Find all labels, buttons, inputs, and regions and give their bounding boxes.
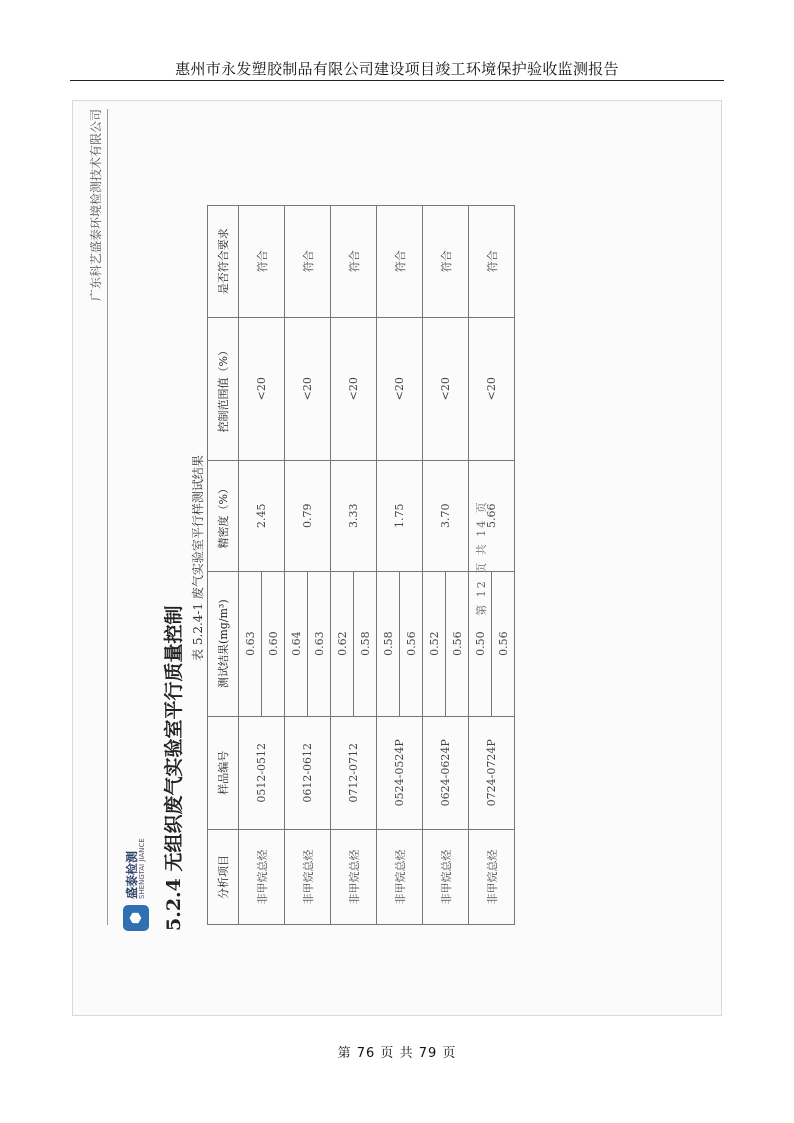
cell-result: 0.63 xyxy=(239,571,262,716)
col-result: 测试结果(mg/m³) xyxy=(208,571,239,716)
col-limit: 控制范围值（%） xyxy=(208,317,239,460)
page-footer: 第 76 页 共 79 页 xyxy=(337,1046,457,1061)
cell-sample: 0612-0612 xyxy=(285,716,331,829)
table-row xyxy=(423,206,446,925)
cell-item: 非甲烷总烃 xyxy=(469,829,515,924)
cell-result: 0.52 xyxy=(423,571,446,716)
col-compliant: 是否符合要求 xyxy=(208,206,239,318)
scanned-page xyxy=(72,100,722,1016)
cell-precision: 3.70 xyxy=(423,460,469,571)
cell-compliant: 符合 xyxy=(377,206,423,318)
cell-result: 0.64 xyxy=(285,571,308,716)
cell-precision: 5.66 xyxy=(469,460,515,571)
cell-result: 0.58 xyxy=(377,571,400,716)
logo-en: SHENGTAI JIANCE xyxy=(137,838,146,899)
table-header-row xyxy=(208,206,239,925)
cell-precision: 2.45 xyxy=(239,460,285,571)
table-row xyxy=(377,206,400,925)
cell-limit: <20 xyxy=(285,317,331,460)
col-item: 分析项目 xyxy=(208,829,239,924)
cell-limit: <20 xyxy=(239,317,285,460)
table-row xyxy=(285,206,308,925)
section-title: 5.2.4 无组织废气实验室平行质量控制 xyxy=(163,605,185,931)
cell-sample: 0624-0624P xyxy=(423,716,469,829)
cell-result: 0.58 xyxy=(354,571,377,716)
scan-page-number: 第 12 页 共 14 页 xyxy=(475,500,488,616)
table-caption: 表 5.2.4-1 废气实验室平行样测试结果 xyxy=(191,455,205,661)
cell-compliant: 符合 xyxy=(331,206,377,318)
cell-compliant: 符合 xyxy=(239,206,285,318)
cell-limit: <20 xyxy=(469,317,515,460)
cell-limit: <20 xyxy=(331,317,377,460)
cell-result: 0.56 xyxy=(400,571,423,716)
cell-result: 0.50 xyxy=(469,571,492,716)
cell-precision: 3.33 xyxy=(331,460,377,571)
cell-precision: 0.79 xyxy=(285,460,331,571)
table-row xyxy=(331,206,354,925)
cell-item: 非甲烷总烃 xyxy=(285,829,331,924)
cell-result: 0.63 xyxy=(308,571,331,716)
col-sample: 样品编号 xyxy=(208,716,239,829)
cell-sample: 0512-0512 xyxy=(239,716,285,829)
parallel-sample-table xyxy=(207,205,515,925)
cell-precision: 1.75 xyxy=(377,460,423,571)
logo-cn: 盛泰检测 xyxy=(125,850,140,899)
cell-compliant: 符合 xyxy=(469,206,515,318)
cell-sample: 0712-0712 xyxy=(331,716,377,829)
cell-result: 0.60 xyxy=(262,571,285,716)
cell-item: 非甲烷总烃 xyxy=(423,829,469,924)
table-row xyxy=(239,206,262,925)
cell-limit: <20 xyxy=(377,317,423,460)
header-divider xyxy=(70,80,724,81)
cell-result: 0.56 xyxy=(492,571,515,716)
cell-compliant: 符合 xyxy=(285,206,331,318)
cell-limit: <20 xyxy=(423,317,469,460)
cell-sample: 0524-0524P xyxy=(377,716,423,829)
logo-icon: ⬢ xyxy=(123,905,149,931)
col-precision: 精密度（%） xyxy=(208,460,239,571)
cell-item: 非甲烷总烃 xyxy=(331,829,377,924)
cell-sample: 0724-0724P xyxy=(469,716,515,829)
company-divider xyxy=(107,109,108,925)
cell-result: 0.62 xyxy=(331,571,354,716)
cell-item: 非甲烷总烃 xyxy=(239,829,285,924)
logo xyxy=(123,838,149,931)
cell-result: 0.56 xyxy=(446,571,469,716)
company-name: 广东科艺盛泰环境检测技术有限公司 xyxy=(89,109,103,302)
cell-compliant: 符合 xyxy=(423,206,469,318)
report-header-title: 惠州市永发塑胶制品有限公司建设项目竣工环境保护验收监测报告 xyxy=(175,60,619,78)
cell-item: 非甲烷总烃 xyxy=(377,829,423,924)
